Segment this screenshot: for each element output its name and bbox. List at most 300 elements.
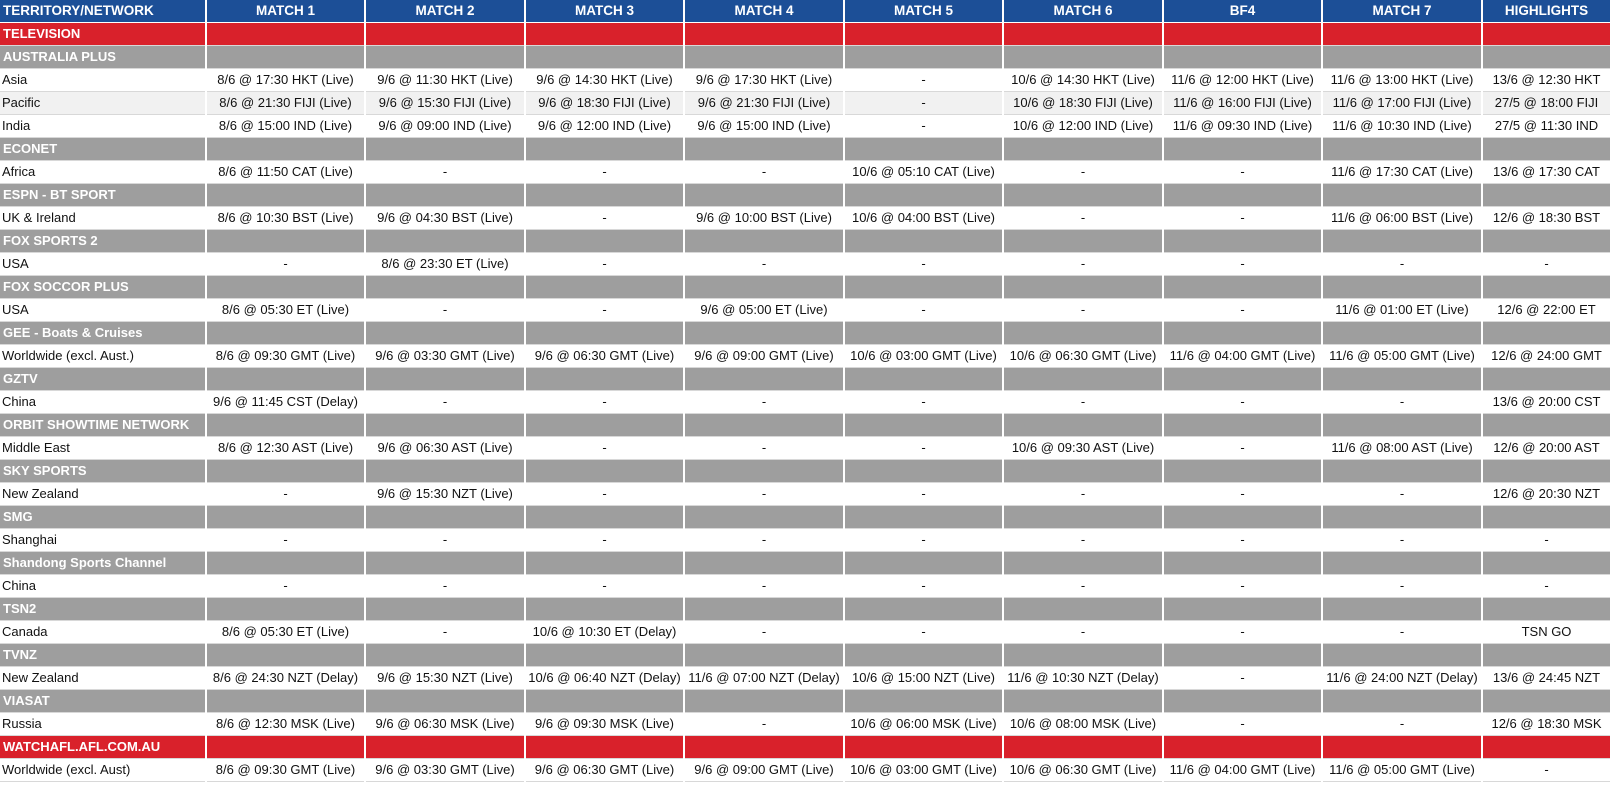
blank-cell <box>1163 322 1322 345</box>
schedule-cell: - <box>365 529 525 552</box>
column-header-match-1: MATCH 1 <box>206 0 365 23</box>
schedule-cell: 10/6 @ 06:00 MSK (Live) <box>844 713 1003 736</box>
network-label: GEE - Boats & Cruises <box>0 322 206 345</box>
schedule-cell: 10/6 @ 12:00 IND (Live) <box>1003 115 1163 138</box>
blank-cell <box>525 506 684 529</box>
blank-cell <box>1003 138 1163 161</box>
blank-cell <box>525 368 684 391</box>
blank-cell <box>206 414 365 437</box>
blank-cell <box>1482 736 1611 759</box>
schedule-cell: - <box>684 621 844 644</box>
blank-cell <box>1163 368 1322 391</box>
network-label: SKY SPORTS <box>0 460 206 483</box>
schedule-cell: 8/6 @ 09:30 GMT (Live) <box>206 345 365 368</box>
blank-cell <box>1322 230 1482 253</box>
blank-cell <box>1482 23 1611 46</box>
schedule-cell: - <box>1003 207 1163 230</box>
blank-cell <box>1003 506 1163 529</box>
schedule-cell: 9/6 @ 03:30 GMT (Live) <box>365 759 525 782</box>
schedule-cell: - <box>1322 253 1482 276</box>
schedule-cell: - <box>1322 621 1482 644</box>
blank-cell <box>1482 230 1611 253</box>
schedule-cell: 10/6 @ 15:00 NZT (Live) <box>844 667 1003 690</box>
territory-name: China <box>0 575 206 598</box>
blank-cell <box>206 598 365 621</box>
schedule-cell: 8/6 @ 15:00 IND (Live) <box>206 115 365 138</box>
schedule-cell: 9/6 @ 15:30 NZT (Live) <box>365 667 525 690</box>
territory-name: Pacific <box>0 92 206 115</box>
network-row <box>0 230 1611 253</box>
schedule-cell: 8/6 @ 05:30 ET (Live) <box>206 299 365 322</box>
schedule-cell: 9/6 @ 11:30 HKT (Live) <box>365 69 525 92</box>
blank-cell <box>206 736 365 759</box>
blank-cell <box>525 736 684 759</box>
schedule-cell: 10/6 @ 04:00 BST (Live) <box>844 207 1003 230</box>
schedule-cell: 10/6 @ 10:30 ET (Delay) <box>525 621 684 644</box>
territory-row <box>0 345 1611 368</box>
territory-name: Middle East <box>0 437 206 460</box>
network-row <box>0 644 1611 667</box>
schedule-cell: 8/6 @ 17:30 HKT (Live) <box>206 69 365 92</box>
blank-cell <box>1482 138 1611 161</box>
blank-cell <box>1322 322 1482 345</box>
schedule-cell: 9/6 @ 21:30 FIJI (Live) <box>684 92 844 115</box>
schedule-cell: - <box>1482 253 1611 276</box>
schedule-cell: 10/6 @ 09:30 AST (Live) <box>1003 437 1163 460</box>
blank-cell <box>1482 276 1611 299</box>
schedule-cell: 8/6 @ 21:30 FIJI (Live) <box>206 92 365 115</box>
schedule-cell: - <box>1003 253 1163 276</box>
schedule-cell: - <box>1163 667 1322 690</box>
blank-cell <box>844 368 1003 391</box>
network-row <box>0 322 1611 345</box>
blank-cell <box>525 460 684 483</box>
schedule-cell: 8/6 @ 12:30 MSK (Live) <box>206 713 365 736</box>
blank-cell <box>206 230 365 253</box>
blank-cell <box>1003 230 1163 253</box>
schedule-cell: - <box>684 437 844 460</box>
blank-cell <box>525 552 684 575</box>
schedule-cell: 11/6 @ 09:30 IND (Live) <box>1163 115 1322 138</box>
schedule-cell: - <box>1322 575 1482 598</box>
blank-cell <box>365 552 525 575</box>
blank-cell <box>365 23 525 46</box>
blank-cell <box>684 598 844 621</box>
schedule-cell: 12/6 @ 18:30 BST <box>1482 207 1611 230</box>
blank-cell <box>1482 414 1611 437</box>
schedule-cell: - <box>684 161 844 184</box>
blank-cell <box>844 736 1003 759</box>
blank-cell <box>206 690 365 713</box>
schedule-cell: 13/6 @ 12:30 HKT <box>1482 69 1611 92</box>
network-label: TSN2 <box>0 598 206 621</box>
blank-cell <box>1322 552 1482 575</box>
network-label: ORBIT SHOWTIME NETWORK <box>0 414 206 437</box>
blank-cell <box>1163 184 1322 207</box>
network-row <box>0 46 1611 69</box>
blank-cell <box>1163 138 1322 161</box>
network-row <box>0 506 1611 529</box>
blank-cell <box>1163 23 1322 46</box>
schedule-cell: - <box>684 713 844 736</box>
blank-cell <box>1482 598 1611 621</box>
territory-name: New Zealand <box>0 483 206 506</box>
blank-cell <box>1322 690 1482 713</box>
schedule-cell: - <box>844 621 1003 644</box>
column-header-territory: TERRITORY/NETWORK <box>0 0 206 23</box>
blank-cell <box>206 506 365 529</box>
schedule-cell: 9/6 @ 05:00 ET (Live) <box>684 299 844 322</box>
schedule-cell: - <box>844 92 1003 115</box>
schedule-cell: - <box>525 575 684 598</box>
schedule-cell: - <box>206 253 365 276</box>
blank-cell <box>365 736 525 759</box>
territory-name: Worldwide (excl. Aust) <box>0 759 206 782</box>
blank-cell <box>1163 460 1322 483</box>
blank-cell <box>684 184 844 207</box>
blank-cell <box>206 368 365 391</box>
section-label: TELEVISION <box>0 23 206 46</box>
schedule-cell: 10/6 @ 08:00 MSK (Live) <box>1003 713 1163 736</box>
schedule-cell: - <box>525 529 684 552</box>
schedule-cell: - <box>844 391 1003 414</box>
blank-cell <box>1163 506 1322 529</box>
blank-cell <box>684 23 844 46</box>
territory-name: China <box>0 391 206 414</box>
schedule-cell: - <box>1163 437 1322 460</box>
blank-cell <box>844 46 1003 69</box>
blank-cell <box>525 690 684 713</box>
blank-cell <box>684 230 844 253</box>
schedule-cell: - <box>525 299 684 322</box>
blank-cell <box>525 276 684 299</box>
blank-cell <box>525 138 684 161</box>
schedule-cell: - <box>684 483 844 506</box>
section-label: WATCHAFL.AFL.COM.AU <box>0 736 206 759</box>
schedule-cell: - <box>525 253 684 276</box>
schedule-cell: - <box>1482 529 1611 552</box>
blank-cell <box>1003 184 1163 207</box>
blank-cell <box>684 46 844 69</box>
blank-cell <box>1163 276 1322 299</box>
column-header-match-3: MATCH 3 <box>525 0 684 23</box>
territory-name: Canada <box>0 621 206 644</box>
blank-cell <box>206 552 365 575</box>
blank-cell <box>684 368 844 391</box>
column-header-highlights: HIGHLIGHTS <box>1482 0 1611 23</box>
blank-cell <box>1482 322 1611 345</box>
schedule-cell: - <box>1003 161 1163 184</box>
blank-cell <box>365 460 525 483</box>
schedule-cell: - <box>844 299 1003 322</box>
schedule-cell: - <box>1163 299 1322 322</box>
territory-row <box>0 207 1611 230</box>
territory-name: India <box>0 115 206 138</box>
network-label: Shandong Sports Channel <box>0 552 206 575</box>
blank-cell <box>206 23 365 46</box>
territory-row <box>0 69 1611 92</box>
blank-cell <box>684 690 844 713</box>
blank-cell <box>844 322 1003 345</box>
blank-cell <box>206 322 365 345</box>
blank-cell <box>365 368 525 391</box>
header-row <box>0 0 1611 23</box>
schedule-cell: - <box>1003 391 1163 414</box>
blank-cell <box>365 276 525 299</box>
schedule-cell: 11/6 @ 10:30 NZT (Delay) <box>1003 667 1163 690</box>
blank-cell <box>844 138 1003 161</box>
blank-cell <box>365 46 525 69</box>
schedule-cell: 9/6 @ 17:30 HKT (Live) <box>684 69 844 92</box>
schedule-cell: 9/6 @ 12:00 IND (Live) <box>525 115 684 138</box>
network-row <box>0 368 1611 391</box>
blank-cell <box>1322 23 1482 46</box>
blank-cell <box>365 598 525 621</box>
blank-cell <box>525 46 684 69</box>
schedule-cell: 9/6 @ 09:30 MSK (Live) <box>525 713 684 736</box>
blank-cell <box>206 138 365 161</box>
schedule-cell: - <box>1003 575 1163 598</box>
blank-cell <box>844 552 1003 575</box>
schedule-cell: 10/6 @ 18:30 FIJI (Live) <box>1003 92 1163 115</box>
blank-cell <box>1163 598 1322 621</box>
schedule-cell: - <box>684 575 844 598</box>
blank-cell <box>1003 460 1163 483</box>
territory-row <box>0 161 1611 184</box>
schedule-cell: 11/6 @ 06:00 BST (Live) <box>1322 207 1482 230</box>
territory-name: Russia <box>0 713 206 736</box>
network-label: VIASAT <box>0 690 206 713</box>
schedule-cell: - <box>206 529 365 552</box>
blank-cell <box>1482 184 1611 207</box>
blank-cell <box>1322 276 1482 299</box>
schedule-cell: 8/6 @ 23:30 ET (Live) <box>365 253 525 276</box>
schedule-cell: - <box>1003 483 1163 506</box>
blank-cell <box>525 230 684 253</box>
blank-cell <box>1003 368 1163 391</box>
schedule-cell: - <box>206 575 365 598</box>
column-header-match-5: MATCH 5 <box>844 0 1003 23</box>
blank-cell <box>684 138 844 161</box>
schedule-cell: TSN GO <box>1482 621 1611 644</box>
schedule-cell: - <box>684 253 844 276</box>
territory-name: UK & Ireland <box>0 207 206 230</box>
schedule-cell: - <box>1163 621 1322 644</box>
schedule-cell: - <box>525 207 684 230</box>
network-label: TVNZ <box>0 644 206 667</box>
territory-name: Shanghai <box>0 529 206 552</box>
blank-cell <box>1482 368 1611 391</box>
schedule-cell: 8/6 @ 09:30 GMT (Live) <box>206 759 365 782</box>
blank-cell <box>1322 736 1482 759</box>
territory-row <box>0 529 1611 552</box>
schedule-cell: 8/6 @ 12:30 AST (Live) <box>206 437 365 460</box>
schedule-cell: 9/6 @ 09:00 IND (Live) <box>365 115 525 138</box>
blank-cell <box>1322 138 1482 161</box>
blank-cell <box>206 184 365 207</box>
column-header-bf4: BF4 <box>1163 0 1322 23</box>
schedule-cell: - <box>844 483 1003 506</box>
network-label: FOX SOCCOR PLUS <box>0 276 206 299</box>
schedule-cell: - <box>1322 529 1482 552</box>
blank-cell <box>844 506 1003 529</box>
schedule-cell: 12/6 @ 18:30 MSK <box>1482 713 1611 736</box>
blank-cell <box>1163 230 1322 253</box>
column-header-match-7: MATCH 7 <box>1322 0 1482 23</box>
blank-cell <box>844 598 1003 621</box>
schedule-cell: - <box>1163 207 1322 230</box>
blank-cell <box>684 736 844 759</box>
schedule-cell: - <box>684 529 844 552</box>
blank-cell <box>1482 690 1611 713</box>
schedule-cell: 13/6 @ 20:00 CST <box>1482 391 1611 414</box>
network-row <box>0 276 1611 299</box>
blank-cell <box>1482 644 1611 667</box>
schedule-cell: - <box>1163 713 1322 736</box>
blank-cell <box>1482 506 1611 529</box>
blank-cell <box>206 460 365 483</box>
blank-cell <box>684 276 844 299</box>
schedule-cell: - <box>206 483 365 506</box>
network-row <box>0 690 1611 713</box>
network-row <box>0 598 1611 621</box>
blank-cell <box>844 690 1003 713</box>
blank-cell <box>1322 644 1482 667</box>
blank-cell <box>1003 690 1163 713</box>
territory-row <box>0 253 1611 276</box>
schedule-cell: 10/6 @ 06:40 NZT (Delay) <box>525 667 684 690</box>
section-row <box>0 23 1611 46</box>
blank-cell <box>1322 460 1482 483</box>
schedule-cell: 11/6 @ 01:00 ET (Live) <box>1322 299 1482 322</box>
schedule-cell: - <box>844 575 1003 598</box>
network-label: GZTV <box>0 368 206 391</box>
blank-cell <box>525 644 684 667</box>
schedule-cell: 9/6 @ 09:00 GMT (Live) <box>684 345 844 368</box>
schedule-cell: 9/6 @ 06:30 AST (Live) <box>365 437 525 460</box>
blank-cell <box>1322 184 1482 207</box>
blank-cell <box>1003 23 1163 46</box>
schedule-cell: - <box>1163 161 1322 184</box>
blank-cell <box>365 138 525 161</box>
schedule-cell: 8/6 @ 24:30 NZT (Delay) <box>206 667 365 690</box>
blank-cell <box>365 644 525 667</box>
blank-cell <box>365 506 525 529</box>
blank-cell <box>844 230 1003 253</box>
schedule-cell: 12/6 @ 22:00 ET <box>1482 299 1611 322</box>
blank-cell <box>206 46 365 69</box>
blank-cell <box>525 184 684 207</box>
network-row <box>0 184 1611 207</box>
territory-row <box>0 621 1611 644</box>
blank-cell <box>844 276 1003 299</box>
blank-cell <box>1003 552 1163 575</box>
schedule-cell: 9/6 @ 06:30 MSK (Live) <box>365 713 525 736</box>
schedule-cell: - <box>844 69 1003 92</box>
schedule-cell: - <box>365 391 525 414</box>
blank-cell <box>525 23 684 46</box>
schedule-cell: - <box>525 483 684 506</box>
blank-cell <box>365 690 525 713</box>
blank-cell <box>206 644 365 667</box>
blank-cell <box>844 184 1003 207</box>
schedule-cell: 11/6 @ 13:00 HKT (Live) <box>1322 69 1482 92</box>
schedule-cell: 10/6 @ 03:00 GMT (Live) <box>844 759 1003 782</box>
territory-row <box>0 115 1611 138</box>
blank-cell <box>1482 460 1611 483</box>
schedule-cell: 12/6 @ 20:00 AST <box>1482 437 1611 460</box>
blank-cell <box>365 322 525 345</box>
schedule-cell: - <box>1482 759 1611 782</box>
schedule-cell: - <box>365 299 525 322</box>
schedule-cell: 9/6 @ 06:30 GMT (Live) <box>525 345 684 368</box>
territory-name: New Zealand <box>0 667 206 690</box>
blank-cell <box>1322 506 1482 529</box>
schedule-cell: - <box>1322 713 1482 736</box>
blank-cell <box>525 598 684 621</box>
network-label: SMG <box>0 506 206 529</box>
schedule-cell: 11/6 @ 16:00 FIJI (Live) <box>1163 92 1322 115</box>
schedule-cell: 27/5 @ 11:30 IND <box>1482 115 1611 138</box>
schedule-cell: - <box>365 621 525 644</box>
schedule-cell: 9/6 @ 15:30 NZT (Live) <box>365 483 525 506</box>
network-label: FOX SPORTS 2 <box>0 230 206 253</box>
blank-cell <box>684 552 844 575</box>
blank-cell <box>1163 690 1322 713</box>
blank-cell <box>206 276 365 299</box>
blank-cell <box>844 460 1003 483</box>
schedule-cell: 10/6 @ 03:00 GMT (Live) <box>844 345 1003 368</box>
blank-cell <box>684 322 844 345</box>
blank-cell <box>1322 414 1482 437</box>
table-body <box>0 23 1611 782</box>
schedule-cell: - <box>844 529 1003 552</box>
schedule-cell: - <box>525 437 684 460</box>
blank-cell <box>684 460 844 483</box>
schedule-cell: - <box>1322 483 1482 506</box>
schedule-cell: - <box>844 115 1003 138</box>
blank-cell <box>1003 598 1163 621</box>
schedule-cell: 9/6 @ 03:30 GMT (Live) <box>365 345 525 368</box>
network-row <box>0 138 1611 161</box>
territory-row <box>0 483 1611 506</box>
blank-cell <box>365 184 525 207</box>
schedule-cell: - <box>1163 391 1322 414</box>
schedule-cell: - <box>1163 575 1322 598</box>
schedule-cell: 11/6 @ 24:00 NZT (Delay) <box>1322 667 1482 690</box>
schedule-cell: 9/6 @ 18:30 FIJI (Live) <box>525 92 684 115</box>
blank-cell <box>684 414 844 437</box>
column-header-match-6: MATCH 6 <box>1003 0 1163 23</box>
column-header-match-2: MATCH 2 <box>365 0 525 23</box>
network-row <box>0 460 1611 483</box>
schedule-cell: 11/6 @ 08:00 AST (Live) <box>1322 437 1482 460</box>
schedule-cell: - <box>365 161 525 184</box>
blank-cell <box>1482 46 1611 69</box>
schedule-cell: 9/6 @ 09:00 GMT (Live) <box>684 759 844 782</box>
schedule-cell: 11/6 @ 04:00 GMT (Live) <box>1163 345 1322 368</box>
schedule-cell: 9/6 @ 10:00 BST (Live) <box>684 207 844 230</box>
column-header-match-4: MATCH 4 <box>684 0 844 23</box>
schedule-cell: - <box>1163 253 1322 276</box>
blank-cell <box>1163 46 1322 69</box>
territory-name: Africa <box>0 161 206 184</box>
schedule-cell: 9/6 @ 11:45 CST (Delay) <box>206 391 365 414</box>
schedule-cell: - <box>844 437 1003 460</box>
territory-row <box>0 713 1611 736</box>
blank-cell <box>1322 598 1482 621</box>
blank-cell <box>1003 276 1163 299</box>
